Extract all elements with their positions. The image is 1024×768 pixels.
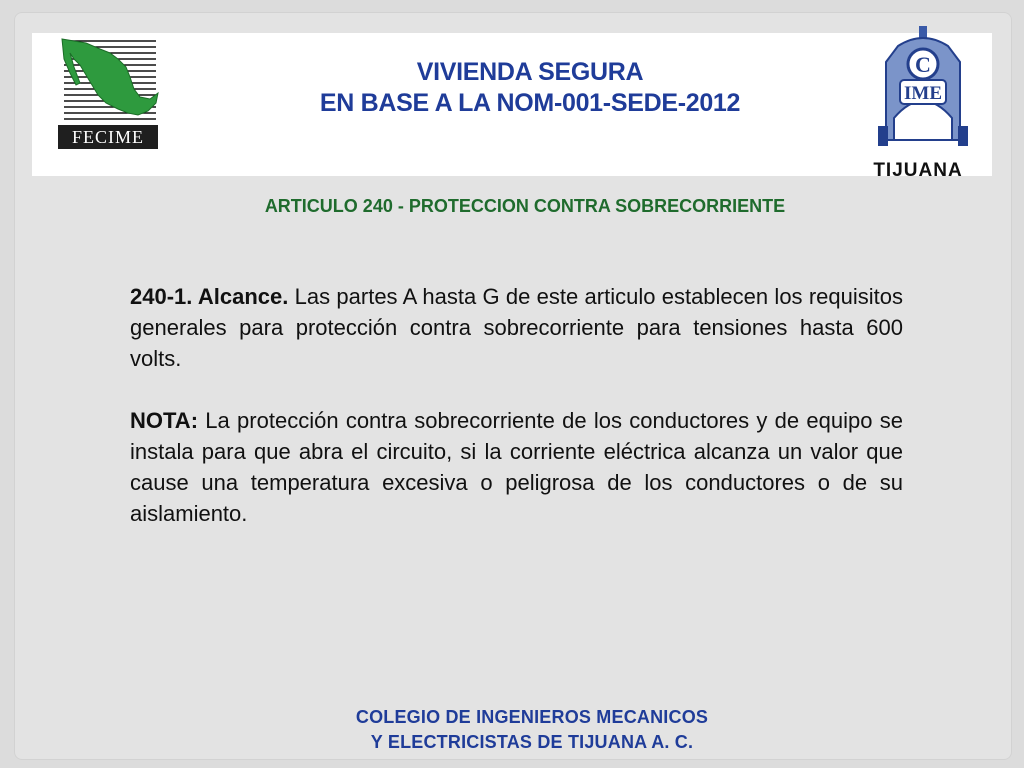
slide-title <box>230 57 830 119</box>
body-text <box>130 281 903 529</box>
paragraph-nota-text: La protección contra sobrecorriente de los conductores y de equipo se instala para que abra el circuito, si la corriente eléctrica alcanza un valor que cause una temperatura excesiva o peligrosa de los conductores o de su aislamiento. <box>130 408 903 526</box>
paragraph-nota-label: NOTA: <box>130 408 199 433</box>
cime-logo-city: TIJUANA <box>873 160 963 181</box>
svg-text:C: C <box>915 52 931 77</box>
title-line-1: VIVIENDA SEGURA <box>416 58 644 86</box>
svg-text:IME: IME <box>904 83 942 104</box>
title-line-2: EN BASE A LA NOM-001-SEDE-2012 <box>319 89 741 117</box>
cime-logo <box>868 22 978 162</box>
paragraph-alcance-text: Las partes A hasta G de este articulo establecen los requisitos generales para protección contra sobrecorriente para tensiones hasta 600 volts. <box>130 284 903 371</box>
footer-line-1: COLEGIO DE INGENIEROS MECANICOS <box>355 707 709 727</box>
footer-line-2: Y ELECTRICISTAS DE TIJUANA A. C. <box>370 732 694 752</box>
paragraph-nota <box>130 405 903 529</box>
paragraph-alcance <box>130 281 903 374</box>
fecime-logo-label: FECIME <box>58 125 158 149</box>
paragraph-alcance-label: 240-1. Alcance. <box>130 284 289 309</box>
section-heading: ARTICULO 240 - PROTECCION CONTRA SOBRECORRIENTE <box>264 196 786 216</box>
footer <box>262 705 802 755</box>
